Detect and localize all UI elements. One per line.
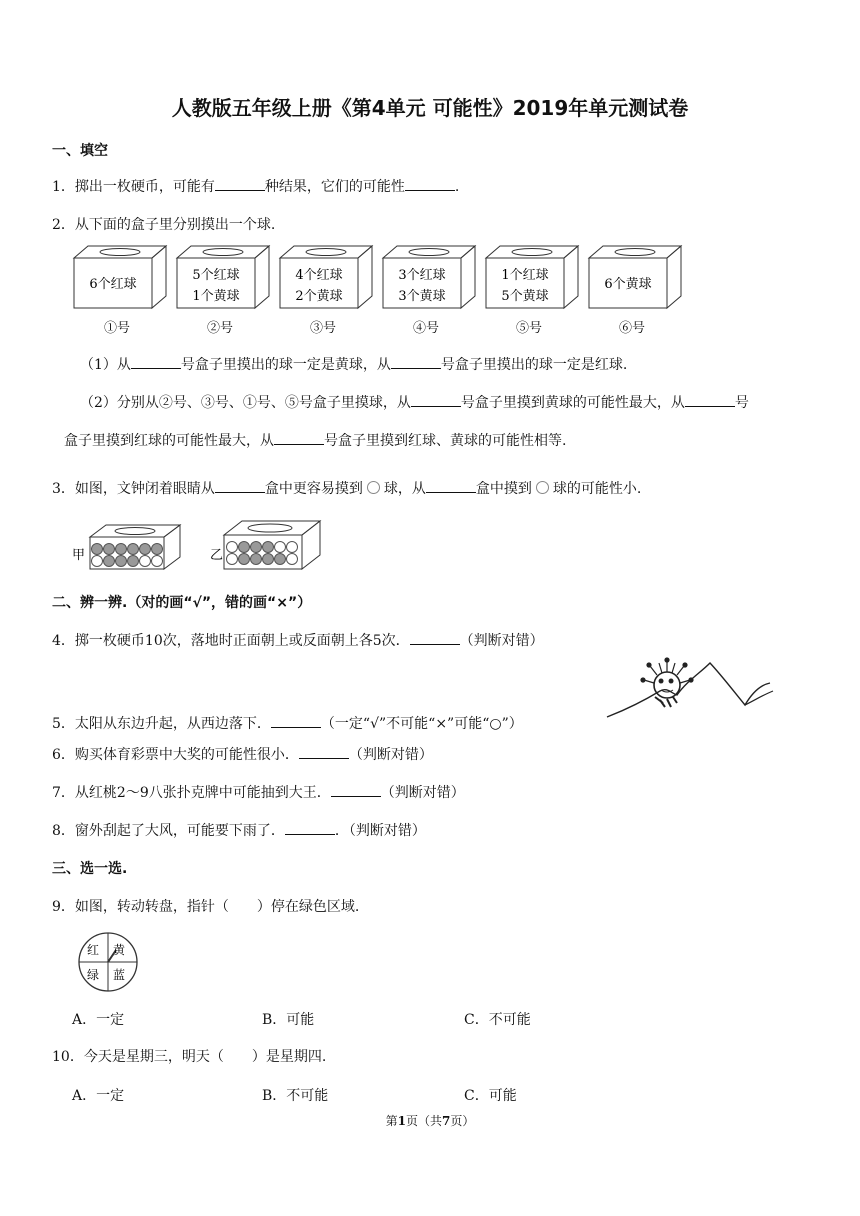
q3-text-c: 球，从: [383, 481, 426, 497]
q9-option-b[interactable]: B．可能: [262, 1012, 315, 1028]
ball-box-6: [589, 246, 681, 336]
ball-box-contents: 4个红球: [295, 268, 343, 283]
ball-box-2: [177, 246, 269, 336]
q3-text-e: 球的可能性小.: [552, 481, 642, 497]
question-5: [52, 713, 523, 733]
ball-icon: [152, 556, 163, 567]
q8-text-a: 8．窗外刮起了大风，可能要下雨了．: [52, 823, 285, 839]
question-2-2: [80, 392, 749, 412]
section-heading-judge: 二、辨一辨.（对的画“√”，错的画“×”）: [52, 595, 312, 611]
footer-page-number: 1: [397, 1114, 406, 1128]
q6-text-a: 6．购买体育彩票中大奖的可能性很小．: [52, 747, 299, 763]
question-2-stem: 2．从下面的盒子里分别摸出一个球.: [52, 217, 276, 233]
spinner-green-label: 绿: [87, 968, 100, 982]
ball-box-contents: 6个红球: [89, 277, 137, 292]
ball-icon: [128, 556, 139, 567]
ball-box-contents: 1个黄球: [192, 289, 240, 304]
ball-icon: [239, 554, 250, 565]
answer-blank[interactable]: [215, 176, 265, 191]
jia-label: 甲: [72, 548, 86, 563]
page-footer: [0, 1112, 860, 1129]
ball-icon: [104, 556, 115, 567]
q5-text-b: （一定“√”不可能“×”可能“○”）: [320, 716, 523, 732]
q4-text-b: （判断对错）: [459, 633, 544, 649]
q1-text-b: 种结果，它们的可能性: [264, 179, 405, 195]
q2-3-text-a: 盒子里摸到红球的可能性最大，从: [64, 433, 274, 449]
answer-blank[interactable]: [131, 354, 181, 369]
ball-box-4: [383, 246, 475, 336]
q9-option-c[interactable]: C．不可能: [464, 1012, 531, 1028]
answer-blank[interactable]: [274, 430, 324, 445]
q3-text-b: 盒中更容易摸到: [264, 481, 363, 497]
ball-icon: [227, 542, 238, 553]
ball-box-5: [486, 246, 578, 336]
ball-icon: [104, 544, 115, 555]
ball-box-label: ①号: [103, 321, 131, 336]
question-2-1: [80, 354, 627, 374]
q7-text-a: 7．从红桃2～9八张扑克牌中可能抽到大王．: [52, 785, 331, 801]
ball-box-3: [280, 246, 372, 336]
ball-icon: [152, 544, 163, 555]
answer-blank[interactable]: [411, 392, 461, 407]
ball-icon: [275, 542, 286, 553]
question-3: [52, 478, 641, 498]
page-title: 人教版五年级上册《第4单元 可能性》2019年单元测试卷: [171, 96, 689, 120]
ball-icon: [251, 554, 262, 565]
question-9-stem: 9．如图，转动转盘，指针（ ）停在绿色区域.: [52, 899, 360, 915]
ball-icon: [263, 554, 274, 565]
question-8: [52, 820, 426, 840]
ball-icon: [116, 556, 127, 567]
answer-blank[interactable]: [426, 478, 476, 493]
ball-icon: [92, 556, 103, 567]
q10-option-c[interactable]: C．可能: [464, 1088, 517, 1104]
q2-1-text-c: 号盒子里摸出的球一定是红球.: [440, 357, 628, 373]
ball-icon: [116, 544, 127, 555]
footer-total-pages: 7: [442, 1114, 451, 1128]
ball-icon: [251, 542, 262, 553]
yi-label: 乙: [210, 548, 224, 563]
q1-text-c: .: [454, 179, 460, 195]
spinner-blue-label: 蓝: [113, 968, 126, 982]
answer-blank[interactable]: [405, 176, 455, 191]
ball-box-label: ④号: [412, 321, 440, 336]
spinner-figure: [76, 930, 140, 994]
answer-blank[interactable]: [215, 478, 265, 493]
question-10-stem: 10．今天是星期三，明天（ ）是星期四.: [52, 1049, 327, 1065]
ball-icon: [287, 554, 298, 565]
ball-icon: [287, 542, 298, 553]
answer-blank[interactable]: [331, 782, 381, 797]
ball-box-contents: 2个黄球: [295, 289, 343, 304]
footer-text: 页（共: [405, 1114, 442, 1128]
sunrise-mountain-illustration: [605, 655, 775, 725]
q10-option-b[interactable]: B．不可能: [262, 1088, 329, 1104]
q6-text-b: （判断对错）: [348, 747, 433, 763]
ball-icon: [140, 556, 151, 567]
white-ball-icon: [536, 481, 549, 494]
footer-text: 页）: [450, 1114, 475, 1128]
ball-box-label: ③号: [309, 321, 337, 336]
ball-box-contents: 1个红球: [501, 268, 549, 283]
ball-icon: [275, 554, 286, 565]
ball-box-contents: 3个黄球: [398, 289, 446, 304]
q3-text-d: 盒中摸到: [475, 481, 532, 497]
ball-box-contents: 3个红球: [398, 268, 446, 283]
q2-3-text-b: 号盒子里摸到红球、黄球的可能性相等.: [324, 433, 567, 449]
q7-text-b: （判断对错）: [380, 785, 465, 801]
q9-option-a[interactable]: A．一定: [72, 1012, 125, 1028]
white-ball-icon: [367, 481, 380, 494]
q2-1-text-b: 号盒子里摸出的球一定是黄球，从: [180, 357, 391, 373]
answer-blank[interactable]: [391, 354, 441, 369]
q3-text-a: 3．如图，文钟闭着眼睛从: [52, 481, 215, 497]
question-4: [52, 630, 544, 650]
question-1: [52, 176, 459, 196]
footer-text: 第: [385, 1114, 398, 1128]
question-6: [52, 744, 433, 764]
answer-blank[interactable]: [299, 744, 349, 759]
ball-box-1: [74, 246, 166, 336]
ball-box-contents: 6个黄球: [604, 277, 652, 292]
q2-2-text-b: 号盒子里摸到黄球的可能性最大，从: [460, 395, 685, 411]
q2-2-text-a: （2）分别从②号、③号、①号、⑤号盒子里摸球，从: [80, 395, 411, 411]
ball-icon: [140, 544, 151, 555]
ball-box-label: ②号: [206, 321, 234, 336]
answer-blank[interactable]: [685, 392, 735, 407]
ball-icon: [263, 542, 274, 553]
q8-text-b: ．（判断对错）: [334, 823, 426, 839]
ball-icon: [227, 554, 238, 565]
ball-boxes-figure: [70, 240, 690, 340]
box-yi: [224, 521, 320, 569]
ball-icon: [128, 544, 139, 555]
ball-box-contents: 5个红球: [192, 268, 240, 283]
ball-box-label: ⑤号: [515, 321, 543, 336]
ball-icon: [92, 544, 103, 555]
q5-text-a: 5．太阳从东边升起，从西边落下．: [52, 716, 271, 732]
section-heading-fill: 一、填空: [52, 143, 108, 159]
ball-box-contents: 5个黄球: [501, 289, 549, 304]
spinner-yellow-label: 黄: [113, 943, 126, 957]
q4-text-a: 4．掷一枚硬币10次，落地时正面朝上或反面朝上各5次．: [52, 633, 410, 649]
ball-icon: [239, 542, 250, 553]
answer-blank[interactable]: [285, 820, 335, 835]
box-jia: [90, 525, 180, 569]
q2-2-text-c: 号: [734, 395, 749, 411]
q1-text-a: 1．掷出一枚硬币，可能有: [52, 179, 215, 195]
section-heading-choose: 三、选一选.: [52, 861, 128, 877]
q10-option-a[interactable]: A．一定: [72, 1088, 125, 1104]
spinner-red-label: 红: [87, 943, 100, 957]
q2-1-text-a: （1）从: [80, 357, 131, 373]
answer-blank[interactable]: [410, 630, 460, 645]
question-7: [52, 782, 465, 802]
ball-box-label: ⑥号: [618, 321, 646, 336]
question-2-3: [64, 430, 566, 450]
jia-yi-boxes-figure: [70, 515, 340, 575]
answer-blank[interactable]: [271, 713, 321, 728]
